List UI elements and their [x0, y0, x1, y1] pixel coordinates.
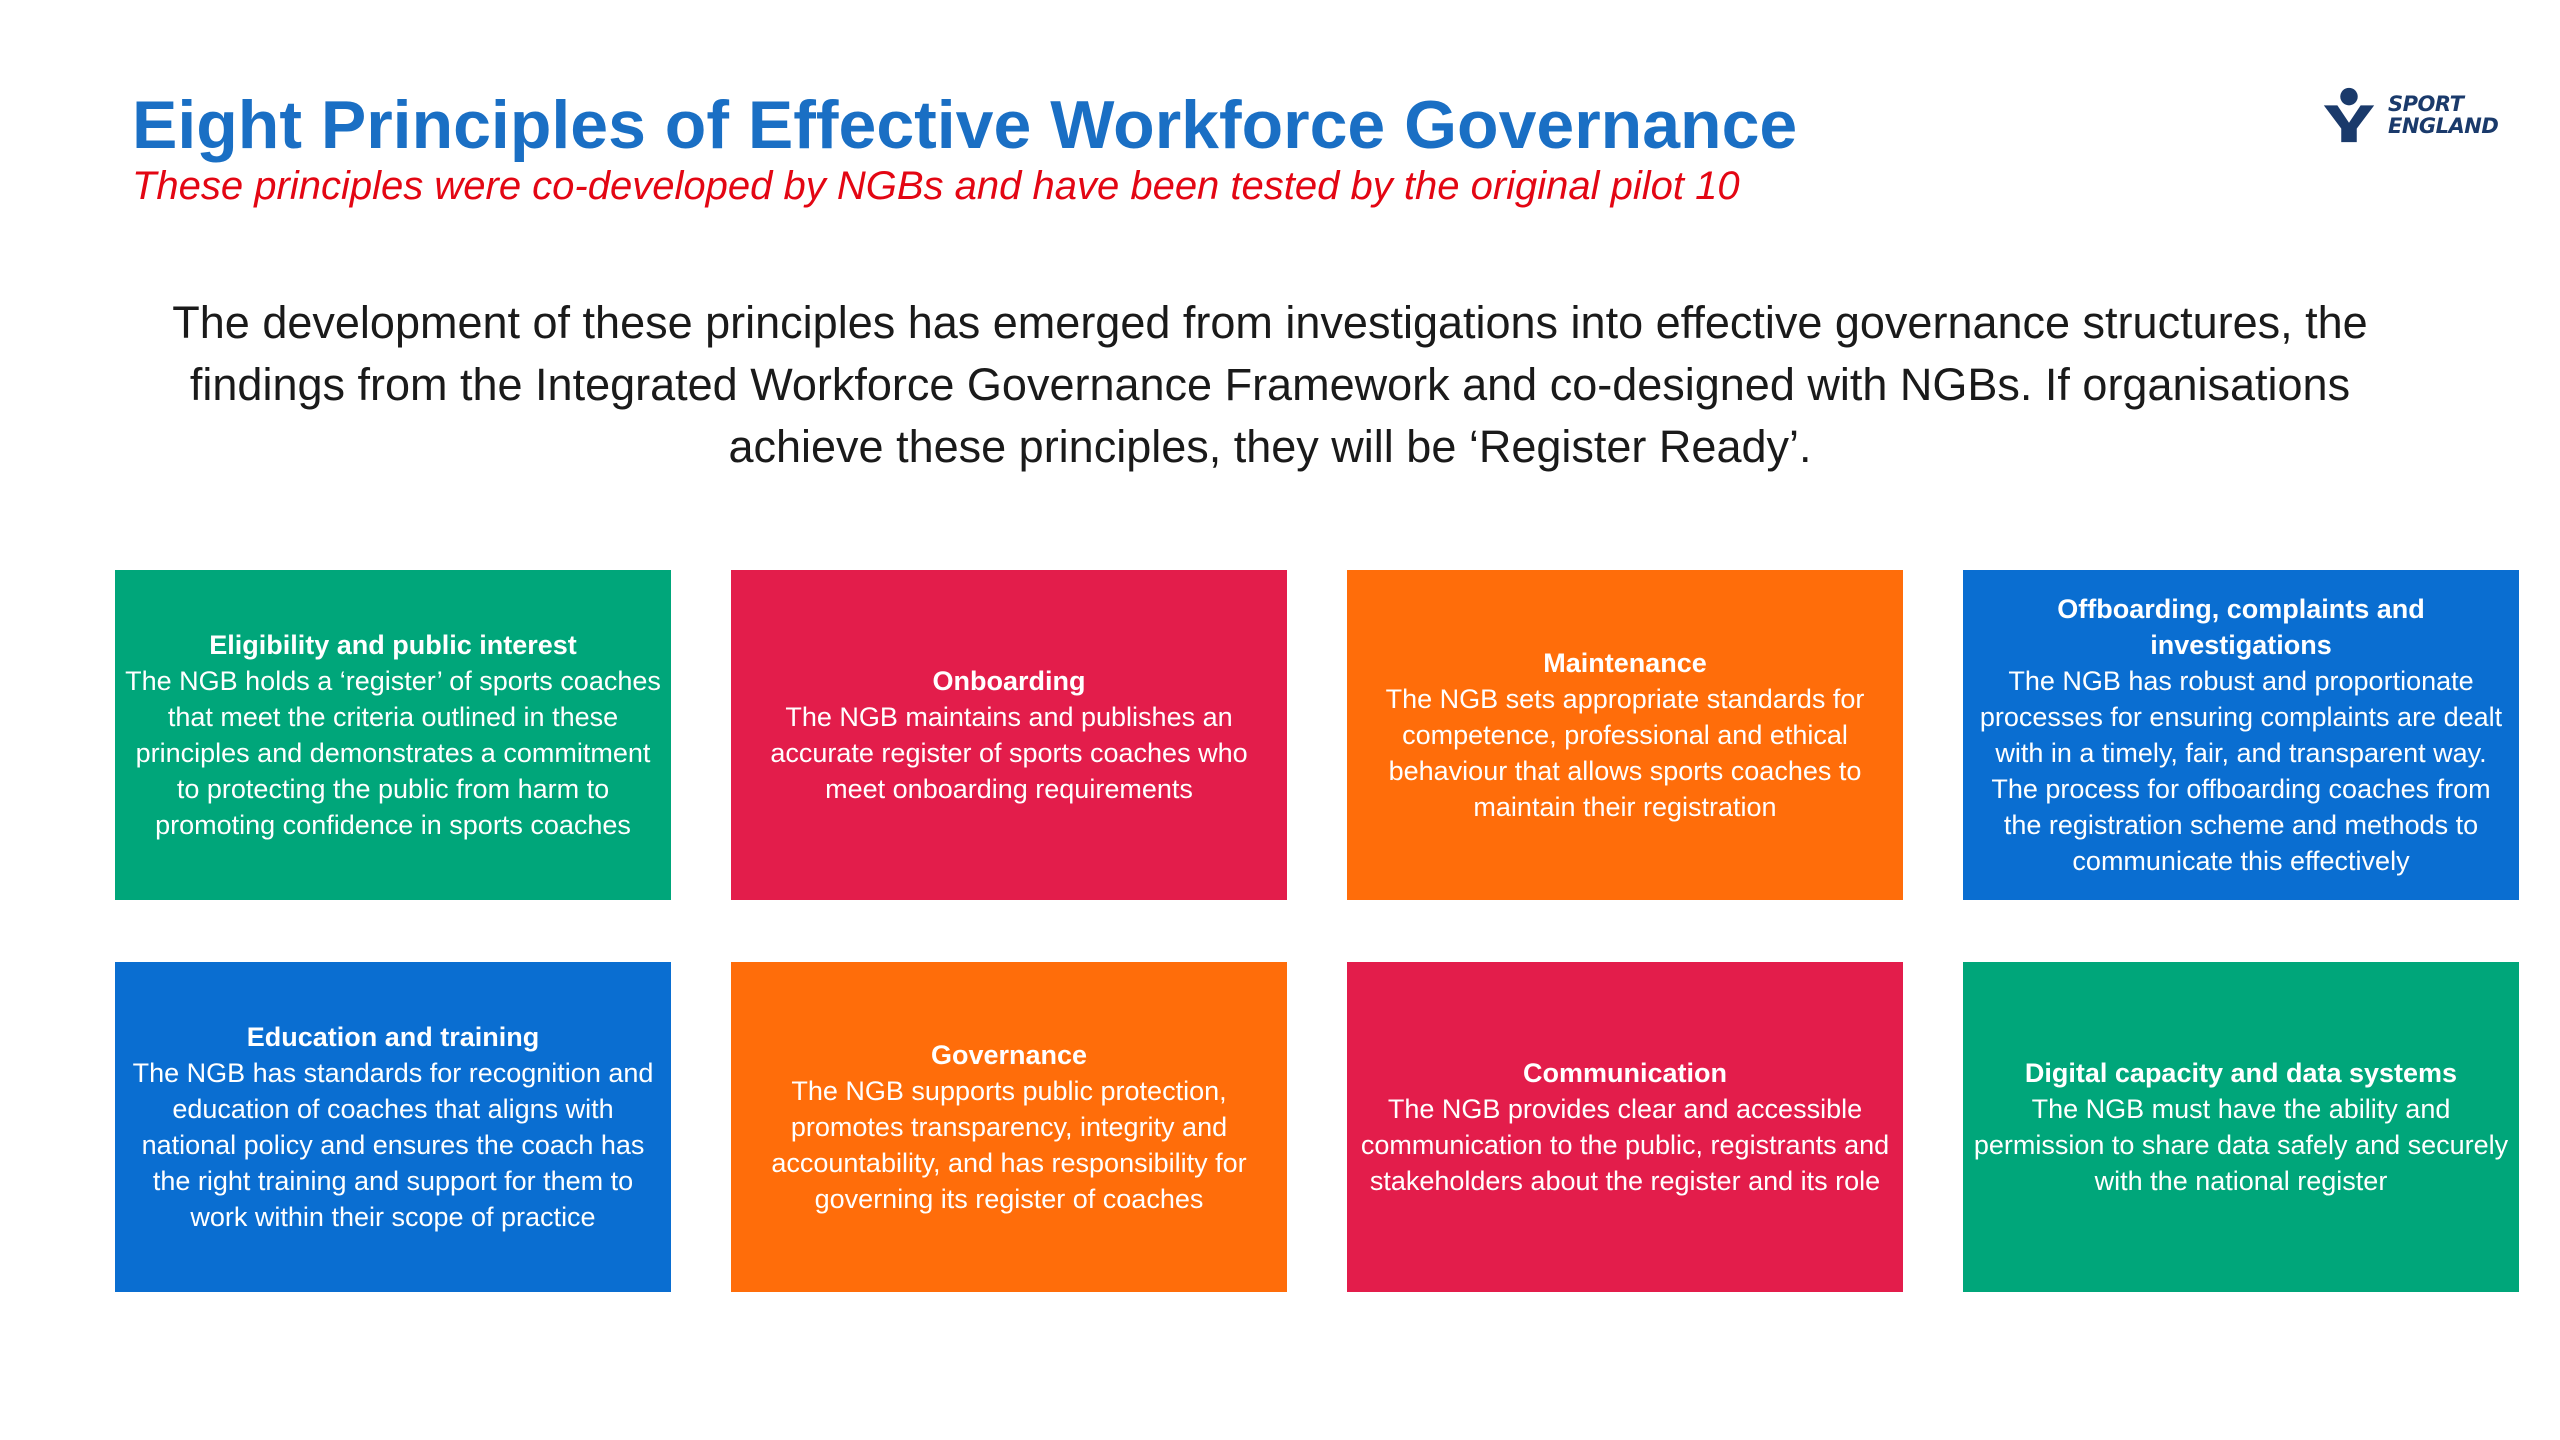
- logo-wordmark: [2388, 93, 2498, 137]
- principle-title: Eligibility and public interest: [209, 630, 577, 660]
- principle-title: Offboarding, complaints and investigations: [2057, 594, 2425, 660]
- principle-card-communication: [1347, 962, 1903, 1292]
- principle-title: Education and training: [246, 1022, 540, 1052]
- principle-description: The NGB supports public protection, promotes transparency, integrity and accountability, and has responsibility for governing its register of coaches: [771, 1076, 1247, 1214]
- principle-card-eligibility: [115, 570, 671, 900]
- principle-description: The NGB provides clear and accessible communication to the public, registrants and stakeholders about the register and its role: [1360, 1094, 1890, 1196]
- principle-card-maintenance: [1347, 570, 1903, 900]
- page-title: Eight Principles of Effective Workforce Governance: [132, 87, 1798, 163]
- sport-england-logo: [2318, 80, 2528, 150]
- principle-card-offboarding: [1963, 570, 2519, 900]
- principle-title: Governance: [930, 1040, 1088, 1070]
- principle-title: Communication: [1522, 1058, 1727, 1088]
- principle-title: Digital capacity and data systems: [2024, 1058, 2458, 1088]
- principle-description: The NGB maintains and publishes an accurate register of sports coaches who meet onboarding requirements: [770, 702, 1248, 804]
- intro-paragraph: The development of these principles has emerged from investigations into effective governance structures, the findings from the Integrated Workforce Governance Framework and co-designed with NGBs. If organisations achieve these principles, they will be ‘Register Ready’.: [172, 297, 2368, 472]
- principle-title: Maintenance: [1543, 648, 1707, 678]
- sport-england-figure-icon: [2318, 84, 2380, 146]
- principle-description: The NGB sets appropriate standards for competence, professional and ethical behaviour that allows sports coaches to maintain their registration: [1385, 684, 1865, 822]
- principle-card-onboarding: [731, 570, 1287, 900]
- principle-card-digital: [1963, 962, 2519, 1292]
- principle-title: Onboarding: [932, 666, 1086, 696]
- logo-line-sport: SPORT: [2388, 92, 2464, 116]
- principle-description: The NGB holds a ‘register’ of sports coaches that meet the criteria outlined in these principles and demonstrates a commitment to protecting the public from harm to promoting confidence in sports coaches: [125, 666, 661, 840]
- principle-description: The NGB has robust and proportionate processes for ensuring complaints are dealt with in a timely, fair, and transparent way. The process for offboarding coaches from the registration scheme and methods to communicate this effectively: [1979, 666, 2503, 876]
- logo-line-england: ENGLAND: [2388, 114, 2499, 138]
- principle-description: The NGB must have the ability and permission to share data safely and securely with the national register: [1973, 1094, 2509, 1196]
- page-subtitle: These principles were co-developed by NGBs and have been tested by the original pilot 10: [132, 164, 1740, 208]
- principle-card-governance: [731, 962, 1287, 1292]
- principle-card-education: [115, 962, 671, 1292]
- principle-description: The NGB has standards for recognition and education of coaches that aligns with national policy and ensures the coach has the right training and support for them to work within their scope of practice: [132, 1058, 654, 1232]
